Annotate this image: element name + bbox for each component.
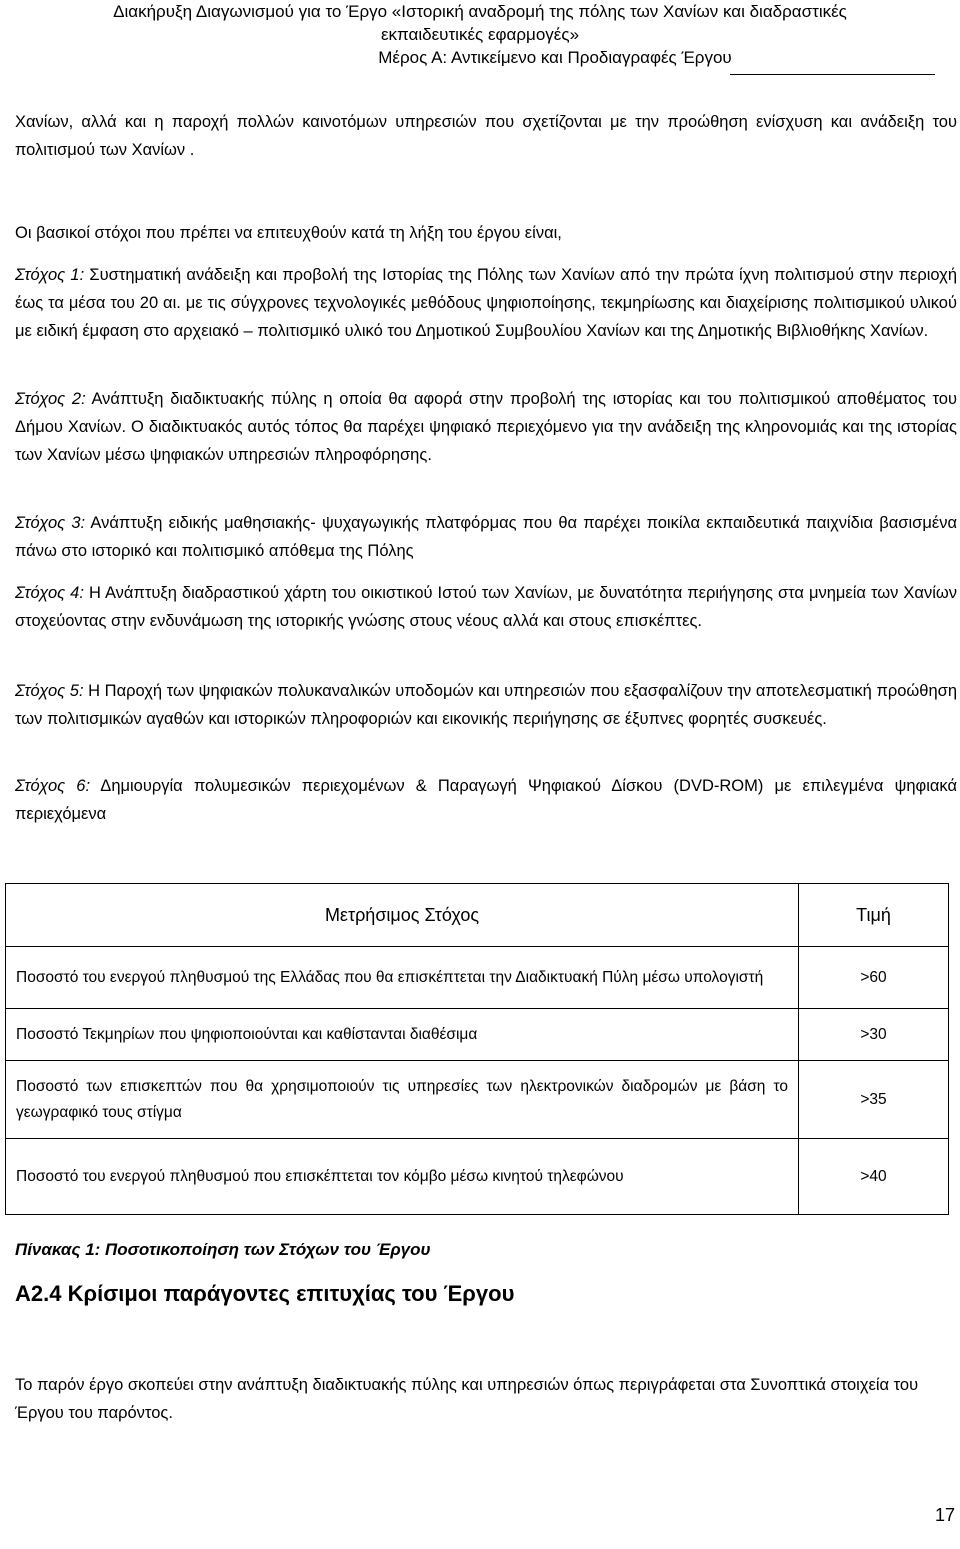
table-header-value: Τιμή [799, 884, 949, 947]
table-row [6, 947, 949, 1009]
page-number: 17 [935, 1505, 956, 1525]
section-title: Α2.4 Κρίσιμοι παράγοντες επιτυχίας του Έργου [15, 1281, 515, 1306]
goal-5-text: Η Παροχή των ψηφιακών πολυκαναλικών υποδομών και υπηρεσιών που εξασφαλίζουν την αποτελεσματική προώθηση των πολιτισμικών αγαθών και ιστορικών πληροφοριών και εικονικής περιήγησης σε έξυπνες φορητές συσκευές. [15, 682, 957, 728]
table-cell-value: >40 [799, 1139, 949, 1215]
goal-2-text: Ανάπτυξη διαδικτυακής πύλης η οποία θα αφορά στην προβολή της ιστορίας και του πολιτισμικού αποθέματος του Δήμου Χανίων. Ο διαδικτυακός αυτός τόπος θα παρέχει ψηφιακό περιεχόμενο για την ανάδειξη της κληρονομιάς και της ιστορίας των Χανίων μέσω ψηφιακών υπηρεσιών πληροφόρησης. [15, 390, 957, 464]
table-cell-metric: Ποσοστό των επισκεπτών που θα χρησιμοποιούν τις υπηρεσίες των ηλεκτρονικών διαδρομών με βάση το γεωγραφικό τους στίγμα [6, 1061, 799, 1139]
goal-2 [15, 385, 957, 469]
goal-6-label: Στόχος 6: [15, 777, 91, 795]
header-line-2: εκπαιδευτικές εφαρμογές» [380, 25, 580, 44]
table-cell-value: >35 [799, 1061, 949, 1139]
goal-5 [15, 677, 957, 733]
goal-3-label: Στόχος 3: [15, 514, 86, 532]
goal-2-label: Στόχος 2: [15, 390, 86, 408]
table-row [6, 1139, 949, 1215]
header-line-1: Διακήρυξη Διαγωνισμού για το Έργο «Ιστορική αναδρομή της πόλης των Χανίων και διαδραστικές [113, 2, 847, 21]
goal-4-label: Στόχος 4: [15, 584, 84, 602]
table-row [6, 1061, 949, 1139]
page-header [0, 0, 960, 69]
intro-continuation: Χανίων, αλλά και η παροχή πολλών καινοτόμων υπηρεσιών που σχετίζονται με την προώθηση ενίσχυση και ανάδειξη του πολιτισμού των Χανίων . [15, 113, 957, 159]
table-cell-value: >30 [799, 1009, 949, 1061]
table-row [6, 1009, 949, 1061]
table-caption: Πίνακας 1: Ποσοτικοποίηση των Στόχων του Έργου [15, 1240, 431, 1259]
goal-6 [15, 772, 957, 828]
section-paragraph: Το παρόν έργο σκοπεύει στην ανάπτυξη διαδικτυακής πύλης και υπηρεσιών όπως περιγράφεται στα Συνοπτικά στοιχεία του Έργου του παρόντος. [15, 1376, 919, 1422]
table-cell-metric: Ποσοστό του ενεργού πληθυσμού που επισκέπτεται τον κόμβο μέσω κινητού τηλεφώνου [6, 1139, 799, 1215]
goal-4-text: Η Ανάπτυξη διαδραστικού χάρτη του οικιστικού Ιστού των Χανίων, με δυνατότητα περιήγησης στα μνημεία των Χανίων στοχεύοντας στην ενδυνάμωση της ιστορικής γνώσης στους νέους αλλά και στους επισκέπτες. [15, 584, 957, 630]
goal-3 [15, 509, 957, 565]
header-rule [730, 74, 935, 75]
metrics-table [5, 883, 949, 1215]
goal-5-label: Στόχος 5: [15, 682, 84, 700]
goal-6-text: Δημιουργία πολυμεσικών περιεχομένων & Παραγωγή Ψηφιακού Δίσκου (DVD-ROM) με επιλεγμένα ψηφιακά περιεχόμενα [15, 777, 957, 823]
table-cell-value: >60 [799, 947, 949, 1009]
goals-intro: Οι βασικοί στόχοι που πρέπει να επιτευχθούν κατά τη λήξη του έργου είναι, [15, 224, 562, 242]
header-line-3: Μέρος Α: Αντικείμενο και Προδιαγραφές Έργου [378, 48, 732, 67]
goal-3-text: Ανάπτυξη ειδικής μαθησιακής- ψυχαγωγικής πλατφόρμας που θα παρέχει ποικίλα εκπαιδευτικά παιχνίδια βασισμένα πάνω στο ιστορικό και πολιτισμικό απόθεμα της Πόλης [15, 514, 957, 560]
goal-1 [15, 261, 957, 345]
goal-1-text: Συστηματική ανάδειξη και προβολή της Ιστορίας της Πόλης των Χανίων από την πρώτα ίχνη πολιτισμού στην περιοχή έως τα μέσα του 20 αι. με τις σύγχρονες τεχνολογικές μεθόδους ψηφιοποίησης, τεκμηρίωσης και διαχείρισης πολιτισμικού υλικού με ειδική έμφαση στο αρχειακό – πολιτισμικό υλικό του Δημοτικού Συμβουλίου Χανίων και της Δημοτικής Βιβλιοθήκης Χανίων. [15, 266, 957, 340]
table-cell-metric: Ποσοστό του ενεργού πληθυσμού της Ελλάδας που θα επισκέπτεται την Διαδικτυακή Πύλη μέσω υπολογιστή [6, 947, 799, 1009]
table-cell-metric: Ποσοστό Τεκμηρίων που ψηφιοποιούνται και καθίστανται διαθέσιμα [6, 1009, 799, 1061]
goal-1-label: Στόχος 1: [15, 266, 85, 284]
table-header-metric: Μετρήσιμος Στόχος [6, 884, 799, 947]
goal-4 [15, 579, 957, 635]
table-header-row [6, 884, 949, 947]
